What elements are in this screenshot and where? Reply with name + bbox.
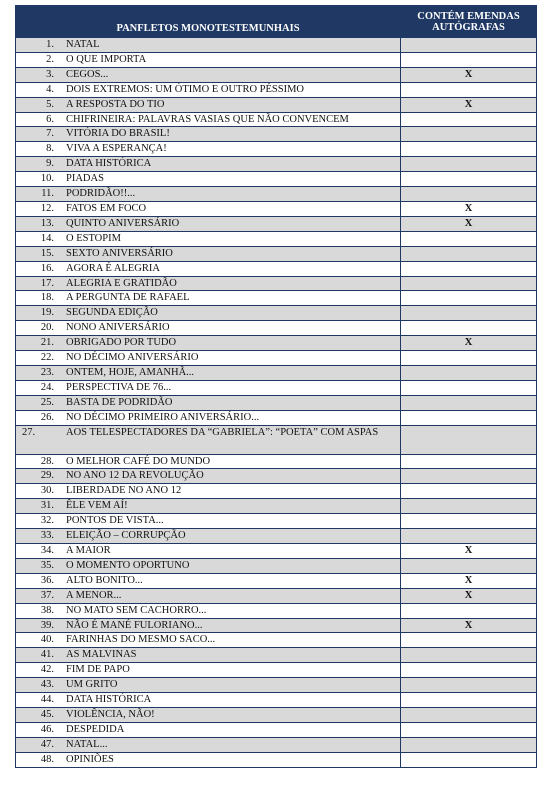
- pamphlet-number: 21.: [40, 337, 54, 349]
- table-row: [16, 112, 537, 127]
- table-row: [16, 187, 537, 202]
- pamphlet-entry: [22, 382, 171, 393]
- emendas-mark-cell: [401, 454, 537, 469]
- pamphlet-title: O MOMENTO OPORTUNO: [66, 559, 190, 571]
- emendas-mark-cell: [401, 499, 537, 514]
- pamphlet-title-cell: [16, 291, 401, 306]
- pamphlet-title: UM GRITO: [66, 679, 118, 691]
- pamphlet-title-cell: [16, 678, 401, 693]
- table-row: [16, 425, 537, 454]
- pamphlet-title: QUINTO ANIVERSÁRIO: [66, 217, 180, 229]
- table-row: [16, 276, 537, 291]
- pamphlet-number: 6.: [46, 113, 54, 125]
- emendas-mark-cell: [401, 276, 537, 291]
- table-row: [16, 588, 537, 603]
- emendas-mark-cell: X: [401, 588, 537, 603]
- table-row: [16, 351, 537, 366]
- pamphlet-number: 24.: [40, 381, 54, 393]
- pamphlet-title: OBRIGADO POR TUDO: [66, 337, 177, 349]
- pamphlet-title: NATAL: [66, 39, 100, 50]
- table-row: [16, 618, 537, 633]
- pamphlet-entry: [22, 69, 108, 80]
- table-row: [16, 216, 537, 231]
- emendas-mark-cell: [401, 127, 537, 142]
- emendas-mark-cell: [401, 678, 537, 693]
- pamphlet-title: A MAIOR: [66, 545, 111, 556]
- pamphlet-title: SEGUNDA EDIÇÃO: [66, 307, 158, 319]
- pamphlet-number: 10.: [40, 173, 54, 185]
- pamphlet-number: 33.: [40, 530, 54, 542]
- pamphlet-title: NONO ANIVERSÁRIO: [66, 322, 170, 334]
- pamphlet-number: 41.: [40, 649, 54, 661]
- pamphlet-title: PIADAS: [66, 173, 104, 185]
- table-row: [16, 52, 537, 67]
- emendas-mark-cell: [401, 380, 537, 395]
- pamphlet-number: 30.: [40, 485, 54, 497]
- pamphlet-title-cell: [16, 157, 401, 172]
- pamphlet-title-cell: [16, 499, 401, 514]
- emendas-mark-cell: [401, 231, 537, 246]
- emendas-mark-cell: [401, 648, 537, 663]
- emendas-mark-cell: [401, 351, 537, 366]
- emendas-mark-cell: X: [401, 336, 537, 351]
- pamphlet-title-cell: [16, 172, 401, 187]
- pamphlet-title: PERSPECTIVA DE 76...: [66, 381, 172, 393]
- table-body: [16, 38, 537, 768]
- pamphlet-title-cell: [16, 112, 401, 127]
- pamphlet-title-cell: [16, 752, 401, 767]
- pamphlet-number: 34.: [40, 545, 54, 556]
- pamphlet-number: 46.: [40, 723, 54, 735]
- emendas-mark-cell: [401, 52, 537, 67]
- pamphlet-number: 43.: [40, 679, 54, 691]
- pamphlet-entry: [22, 694, 151, 705]
- emendas-mark-cell: [401, 157, 537, 172]
- pamphlet-number: 20.: [40, 322, 54, 334]
- pamphlet-title: FIM DE PAPO: [66, 664, 130, 676]
- pamphlet-title-cell: [16, 336, 401, 351]
- pamphlet-entry: [22, 634, 215, 645]
- pamphlet-title-cell: [16, 321, 401, 336]
- pamphlet-title-cell: [16, 97, 401, 112]
- pamphlet-entry: [22, 679, 117, 690]
- pamphlet-title-cell: [16, 380, 401, 395]
- pamphlet-title-cell: [16, 573, 401, 588]
- pamphlet-entry: [22, 560, 189, 571]
- pamphlet-title-cell: [16, 529, 401, 544]
- table-row: [16, 469, 537, 484]
- table-row: [16, 380, 537, 395]
- table-row: [16, 365, 537, 380]
- pamphlet-entry: [22, 203, 146, 214]
- emendas-mark-cell: X: [401, 67, 537, 82]
- pamphlet-title: FARINHAS DO MESMO SACO...: [66, 634, 216, 646]
- pamphlet-title-cell: [16, 127, 401, 142]
- table-row: [16, 499, 537, 514]
- pamphlet-entry: [22, 39, 100, 50]
- emendas-mark-cell: [401, 603, 537, 618]
- pamphlet-number: 38.: [40, 604, 54, 616]
- table-row: [16, 395, 537, 410]
- pamphlet-title: NO ANO 12 DA REVOLUÇÃO: [66, 470, 204, 482]
- pamphlet-title-cell: [16, 67, 401, 82]
- pamphlet-title: NÃO É MANÉ FULORIANO...: [66, 619, 203, 631]
- table-row: [16, 663, 537, 678]
- emendas-mark-cell: [401, 469, 537, 484]
- emendas-mark-cell: [401, 82, 537, 97]
- table-row: [16, 142, 537, 157]
- pamphlet-number: 36.: [40, 574, 54, 586]
- emendas-mark-cell: [401, 172, 537, 187]
- pamphlet-title-cell: [16, 722, 401, 737]
- pamphlet-title: CEGOS...: [66, 68, 109, 80]
- pamphlet-entry: [22, 128, 170, 139]
- pamphlet-entry: [22, 114, 349, 125]
- pamphlet-title: NO DÉCIMO ANIVERSÁRIO: [66, 352, 199, 364]
- pamphlet-title-cell: [16, 588, 401, 603]
- pamphlet-title-cell: [16, 216, 401, 231]
- pamphlet-number: 14.: [40, 232, 54, 244]
- pamphlet-title: O ESTOPIM: [66, 232, 121, 244]
- table-row: [16, 291, 537, 306]
- pamphlet-title: O MELHOR CAFÉ DO MUNDO: [66, 455, 211, 467]
- emendas-mark-cell: [401, 112, 537, 127]
- pamphlet-title-cell: [16, 469, 401, 484]
- table-row: [16, 737, 537, 752]
- pamphlet-title-cell: [16, 618, 401, 633]
- emendas-mark-cell: [401, 38, 537, 53]
- pamphlet-number: 40.: [40, 634, 54, 646]
- pamphlet-entry: [22, 54, 146, 65]
- pamphlet-title: ONTEM, HOJE, AMANHÃ...: [66, 366, 195, 378]
- pamphlets-table: [15, 5, 537, 768]
- pamphlet-number: 18.: [40, 292, 54, 304]
- pamphlet-number: 48.: [40, 753, 54, 765]
- title-column-header: PANFLETOS MONOTESTEMUNHAIS: [16, 6, 401, 38]
- table-row: [16, 201, 537, 216]
- pamphlet-number: 23.: [40, 366, 54, 378]
- table-row: [16, 693, 537, 708]
- table-row: [16, 261, 537, 276]
- pamphlet-title-cell: [16, 246, 401, 261]
- pamphlet-title-cell: [16, 484, 401, 499]
- pamphlet-entry: [22, 530, 186, 541]
- pamphlet-number: 37.: [40, 589, 54, 601]
- pamphlet-title: DATA HISTÓRICA: [66, 694, 152, 706]
- table-row: [16, 558, 537, 573]
- pamphlet-entry: [22, 367, 194, 378]
- emendas-mark-cell: [401, 246, 537, 261]
- pamphlet-title-cell: [16, 276, 401, 291]
- pamphlet-entry: [22, 337, 176, 348]
- pamphlet-title: A RESPOSTA DO TIO: [66, 98, 165, 110]
- pamphlet-entry: [22, 292, 190, 303]
- pamphlet-entry: [22, 709, 155, 720]
- table-row: [16, 321, 537, 336]
- table-row: [16, 752, 537, 767]
- pamphlet-number: 3.: [46, 68, 54, 80]
- pamphlet-title: ALTO BONITO...: [66, 574, 143, 586]
- emendas-mark-cell: [401, 425, 537, 454]
- pamphlet-title: VITÓRIA DO BRASIL!: [66, 128, 170, 140]
- emendas-mark-cell: [401, 484, 537, 499]
- pamphlet-entry: [22, 99, 164, 110]
- pamphlet-number: 44.: [40, 694, 54, 706]
- emendas-mark-cell: X: [401, 618, 537, 633]
- pamphlet-entry: [22, 649, 137, 660]
- pamphlet-title-cell: [16, 365, 401, 380]
- pamphlet-entry: [22, 485, 181, 496]
- emendas-mark-cell: [401, 261, 537, 276]
- pamphlet-entry: [22, 84, 304, 95]
- emendas-mark-cell: [401, 410, 537, 425]
- pamphlet-title-cell: [16, 201, 401, 216]
- emendas-mark-cell: [401, 395, 537, 410]
- table-row: [16, 172, 537, 187]
- pamphlet-title: O QUE IMPORTA: [66, 53, 147, 65]
- pamphlet-title-cell: [16, 231, 401, 246]
- pamphlet-number: 26.: [40, 411, 54, 423]
- pamphlet-title: ALEGRIA E GRATIDÃO: [66, 277, 177, 289]
- pamphlet-title: DESPEDIDA: [66, 723, 125, 735]
- table-row: [16, 678, 537, 693]
- pamphlet-entry: [22, 397, 173, 408]
- pamphlet-title: AS MALVINAS: [66, 649, 137, 661]
- pamphlet-title: PONTOS DE VISTA...: [66, 515, 164, 527]
- pamphlet-title-cell: [16, 737, 401, 752]
- pamphlet-title: NATAL...: [66, 738, 108, 750]
- pamphlet-entry: [22, 620, 203, 631]
- table-row: [16, 157, 537, 172]
- pamphlet-entry: [22, 233, 121, 244]
- emendas-mark-cell: [401, 737, 537, 752]
- pamphlet-entry: [22, 173, 104, 184]
- pamphlet-title-cell: [16, 558, 401, 573]
- pamphlet-number: 27.: [22, 426, 36, 438]
- table-header-row: [16, 6, 537, 38]
- pamphlet-number: 7.: [46, 128, 54, 140]
- pamphlet-entry: [22, 263, 160, 274]
- pamphlet-entry: [22, 307, 158, 318]
- table-row: [16, 573, 537, 588]
- pamphlet-title: BASTA DE PODRIDÃO: [66, 396, 173, 408]
- pamphlet-number: 28.: [40, 455, 54, 467]
- table-row: [16, 529, 537, 544]
- pamphlet-number: 17.: [40, 277, 54, 289]
- pamphlet-title-cell: [16, 351, 401, 366]
- emendas-mark-cell: [401, 529, 537, 544]
- table-row: [16, 544, 537, 559]
- pamphlet-number: 25.: [40, 396, 54, 408]
- pamphlet-number: 12.: [40, 202, 54, 214]
- pamphlet-title-cell: [16, 514, 401, 529]
- pamphlet-title: NO DÉCIMO PRIMEIRO ANIVERSÁRIO...: [66, 411, 260, 423]
- pamphlet-title-cell: [16, 261, 401, 276]
- table-row: [16, 127, 537, 142]
- pamphlet-title-cell: [16, 395, 401, 410]
- pamphlet-number: 11.: [41, 188, 54, 200]
- pamphlet-number: 39.: [40, 619, 54, 631]
- pamphlet-title-cell: [16, 544, 401, 559]
- pamphlet-title: ÊLE VEM AÍ!: [66, 500, 128, 512]
- pamphlet-title: PODRIDÃO!!...: [66, 188, 136, 200]
- pamphlet-number: 1.: [46, 39, 54, 50]
- table-row: [16, 484, 537, 499]
- pamphlet-title-cell: [16, 633, 401, 648]
- pamphlet-number: 2.: [46, 53, 54, 65]
- pamphlet-title-cell: [16, 38, 401, 53]
- pamphlet-number: 8.: [46, 143, 54, 155]
- pamphlet-entry: [22, 352, 198, 363]
- pamphlet-entry: [22, 412, 259, 423]
- table-row: [16, 67, 537, 82]
- pamphlet-number: 13.: [40, 217, 54, 229]
- pamphlet-title: ELEIÇÃO – CORRUPÇÃO: [66, 530, 186, 542]
- table-row: [16, 246, 537, 261]
- pamphlet-entry: [22, 575, 143, 586]
- pamphlet-entry: [22, 218, 179, 229]
- emendas-mark-cell: [401, 187, 537, 202]
- pamphlet-number: 35.: [40, 559, 54, 571]
- emendas-mark-cell: [401, 707, 537, 722]
- emendas-mark-cell: [401, 558, 537, 573]
- pamphlet-entry: [22, 515, 164, 526]
- emendas-mark-cell: [401, 291, 537, 306]
- pamphlet-title: OPINIÕES: [66, 753, 114, 765]
- pamphlet-number: 22.: [40, 352, 54, 364]
- pamphlet-number: 5.: [46, 98, 54, 110]
- emendas-column-header: CONTÉM EMENDAS AUTÓGRAFAS: [401, 6, 537, 38]
- emendas-mark-cell: [401, 321, 537, 336]
- table-row: [16, 38, 537, 53]
- table-row: [16, 707, 537, 722]
- pamphlet-title: AGORA É ALEGRIA: [66, 262, 160, 274]
- emendas-mark-cell: X: [401, 573, 537, 588]
- pamphlet-title-cell: [16, 425, 401, 454]
- pamphlet-title: VIOLÊNCIA, NÃO!: [66, 708, 155, 720]
- emendas-mark-cell: [401, 693, 537, 708]
- pamphlet-entry: [22, 158, 151, 169]
- emendas-mark-cell: [401, 633, 537, 648]
- emendas-mark-cell: [401, 752, 537, 767]
- pamphlet-title: FATOS EM FOCO: [66, 202, 147, 214]
- pamphlet-title-cell: [16, 648, 401, 663]
- pamphlet-title: DATA HISTÓRICA: [66, 158, 152, 170]
- pamphlet-entry: [22, 470, 204, 481]
- pamphlet-entry: [22, 590, 121, 601]
- pamphlet-title: VIVA A ESPERANÇA!: [66, 143, 167, 155]
- pamphlet-entry: [22, 754, 114, 765]
- pamphlet-entry: [22, 456, 210, 467]
- table-row: [16, 82, 537, 97]
- pamphlet-entry: [22, 545, 111, 556]
- table-row: [16, 97, 537, 112]
- pamphlet-title: DOIS EXTREMOS: UM ÓTIMO E OUTRO PÉSSIMO: [66, 83, 305, 95]
- pamphlet-number: 31.: [40, 500, 54, 512]
- pamphlet-title-cell: [16, 603, 401, 618]
- pamphlet-title-cell: [16, 187, 401, 202]
- table-row: [16, 231, 537, 246]
- emendas-mark-cell: [401, 306, 537, 321]
- pamphlet-title: SEXTO ANIVERSÁRIO: [66, 247, 173, 259]
- pamphlet-title-cell: [16, 663, 401, 678]
- pamphlet-entry: [22, 426, 400, 439]
- pamphlet-entry: [22, 605, 206, 616]
- table-row: [16, 633, 537, 648]
- pamphlet-entry: [22, 143, 167, 154]
- pamphlet-title-cell: [16, 52, 401, 67]
- pamphlet-title-cell: [16, 454, 401, 469]
- pamphlet-number: 19.: [40, 307, 54, 319]
- pamphlet-title: A MENOR...: [66, 589, 122, 601]
- pamphlet-title: AOS TELESPECTADORES DA “GABRIELA”: “POETA” COM ASPAS: [66, 426, 379, 438]
- emendas-mark-cell: X: [401, 201, 537, 216]
- pamphlet-number: 9.: [46, 158, 54, 170]
- pamphlet-number: 32.: [40, 515, 54, 527]
- table-row: [16, 648, 537, 663]
- pamphlet-number: 42.: [40, 664, 54, 676]
- table-row: [16, 514, 537, 529]
- emendas-mark-cell: [401, 514, 537, 529]
- pamphlet-title-cell: [16, 82, 401, 97]
- table-row: [16, 306, 537, 321]
- pamphlet-entry: [22, 188, 135, 199]
- emendas-mark-cell: X: [401, 97, 537, 112]
- pamphlet-title: LIBERDADE NO ANO 12: [66, 485, 182, 497]
- emendas-mark-cell: [401, 365, 537, 380]
- pamphlet-number: 29.: [40, 470, 54, 482]
- pamphlet-entry: [22, 724, 124, 735]
- pamphlet-title-cell: [16, 142, 401, 157]
- emendas-mark-cell: [401, 663, 537, 678]
- pamphlet-entry: [22, 739, 107, 750]
- table-row: [16, 336, 537, 351]
- table-row: [16, 410, 537, 425]
- pamphlet-number: 15.: [40, 247, 54, 259]
- emendas-mark-cell: X: [401, 216, 537, 231]
- pamphlet-title: A PERGUNTA DE RAFAEL: [66, 292, 190, 304]
- pamphlet-title: CHIFRINEIRA: PALAVRAS VASIAS QUE NÃO CONVENCEM: [66, 113, 349, 125]
- table-row: [16, 603, 537, 618]
- pamphlet-entry: [22, 278, 177, 289]
- pamphlet-number: 4.: [46, 83, 54, 95]
- emendas-mark-cell: [401, 722, 537, 737]
- pamphlet-number: 16.: [40, 262, 54, 274]
- pamphlet-number: 47.: [40, 738, 54, 750]
- pamphlet-title-cell: [16, 707, 401, 722]
- pamphlet-entry: [22, 322, 170, 333]
- pamphlet-number: 45.: [40, 708, 54, 720]
- pamphlet-entry: [22, 500, 128, 511]
- pamphlet-title-cell: [16, 693, 401, 708]
- table-row: [16, 722, 537, 737]
- emendas-mark-cell: [401, 142, 537, 157]
- pamphlet-title-cell: [16, 410, 401, 425]
- pamphlet-title: NO MATO SEM CACHORRO...: [66, 604, 207, 616]
- table-row: [16, 454, 537, 469]
- pamphlet-entry: [22, 664, 130, 675]
- pamphlet-title-cell: [16, 306, 401, 321]
- emendas-mark-cell: X: [401, 544, 537, 559]
- pamphlet-entry: [22, 248, 173, 259]
